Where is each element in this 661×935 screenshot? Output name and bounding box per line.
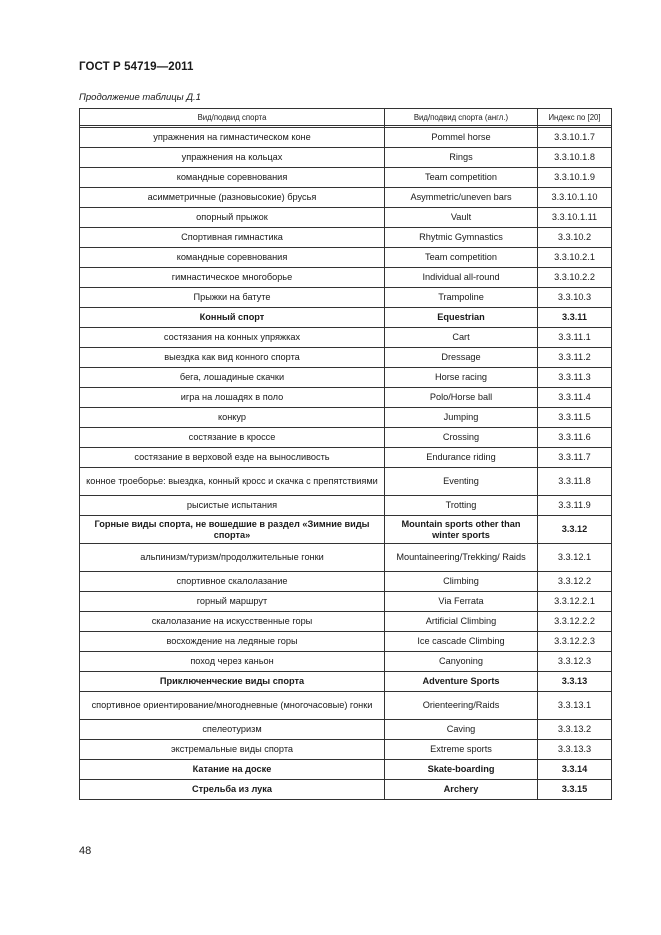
- cell-sport-ru: командные соревнования: [80, 168, 385, 188]
- cell-index: 3.3.15: [538, 780, 612, 800]
- cell-index: 3.3.12: [538, 516, 612, 544]
- cell-index: 3.3.12.1: [538, 544, 612, 572]
- cell-index: 3.3.13: [538, 672, 612, 692]
- cell-sport-en: Caving: [385, 720, 538, 740]
- cell-index: 3.3.11.8: [538, 468, 612, 496]
- cell-sport-en: Equestrian: [385, 308, 538, 328]
- table-row: [80, 544, 612, 572]
- cell-sport-en: Vault: [385, 208, 538, 228]
- table-row: [80, 468, 612, 496]
- cell-sport-en: Trampoline: [385, 288, 538, 308]
- cell-index: 3.3.10.2.1: [538, 248, 612, 268]
- cell-sport-en: Extreme sports: [385, 740, 538, 760]
- cell-index: 3.3.12.2.3: [538, 632, 612, 652]
- table-row: [80, 780, 612, 800]
- table-row: [80, 128, 612, 148]
- cell-sport-en: Archery: [385, 780, 538, 800]
- table-continuation-caption: Продолжение таблицы Д.1: [79, 92, 201, 103]
- table-row: [80, 188, 612, 208]
- table-row: [80, 288, 612, 308]
- cell-index: 3.3.10.1.8: [538, 148, 612, 168]
- cell-index: 3.3.11.9: [538, 496, 612, 516]
- cell-sport-en: Artificial Climbing: [385, 612, 538, 632]
- cell-index: 3.3.10.1.9: [538, 168, 612, 188]
- cell-sport-ru: гимнастическое многоборье: [80, 268, 385, 288]
- cell-sport-en: Mountaineering/Trekking/ Raids: [385, 544, 538, 572]
- cell-sport-ru: состязание в верховой езде на выносливость: [80, 448, 385, 468]
- cell-sport-en: Individual all-round: [385, 268, 538, 288]
- cell-index: 3.3.13.1: [538, 692, 612, 720]
- cell-index: 3.3.12.3: [538, 652, 612, 672]
- cell-sport-ru: горный маршрут: [80, 592, 385, 612]
- cell-sport-en: Horse racing: [385, 368, 538, 388]
- cell-sport-en: Jumping: [385, 408, 538, 428]
- cell-index: 3.3.10.1.10: [538, 188, 612, 208]
- cell-sport-ru: Катание на доске: [80, 760, 385, 780]
- table-row: [80, 592, 612, 612]
- header-index: Индекс по [20]: [538, 109, 612, 126]
- cell-sport-ru: асимметричные (разновысокие) брусья: [80, 188, 385, 208]
- cell-sport-ru: конное троеборье: выездка, конный кросс и скачка с препятствиями: [80, 468, 385, 496]
- cell-index: 3.3.11.1: [538, 328, 612, 348]
- cell-sport-ru: игра на лошадях в поло: [80, 388, 385, 408]
- table-row: [80, 448, 612, 468]
- table-row: [80, 208, 612, 228]
- cell-sport-en: Orienteering/Raids: [385, 692, 538, 720]
- cell-sport-ru: конкур: [80, 408, 385, 428]
- table-row: [80, 496, 612, 516]
- cell-index: 3.3.11.5: [538, 408, 612, 428]
- document-title: ГОСТ Р 54719—2011: [79, 61, 194, 73]
- table-row: [80, 672, 612, 692]
- cell-sport-ru: бега, лошадиные скачки: [80, 368, 385, 388]
- cell-index: 3.3.10.2.2: [538, 268, 612, 288]
- cell-sport-en: Rings: [385, 148, 538, 168]
- table-row: [80, 228, 612, 248]
- cell-sport-en: Via Ferrata: [385, 592, 538, 612]
- table-header-row: [80, 109, 612, 126]
- cell-sport-ru: спелеотуризм: [80, 720, 385, 740]
- cell-index: 3.3.12.2: [538, 572, 612, 592]
- table-row: [80, 168, 612, 188]
- table-row: [80, 248, 612, 268]
- cell-index: 3.3.12.2.2: [538, 612, 612, 632]
- cell-sport-en: Endurance riding: [385, 448, 538, 468]
- cell-sport-ru: рысистые испытания: [80, 496, 385, 516]
- table-row: [80, 572, 612, 592]
- cell-index: 3.3.11.6: [538, 428, 612, 448]
- table-row: [80, 740, 612, 760]
- table-row: [80, 428, 612, 448]
- cell-sport-en: Rhytmic Gymnastics: [385, 228, 538, 248]
- cell-index: 3.3.10.1.7: [538, 128, 612, 148]
- cell-sport-ru: упражнения на кольцах: [80, 148, 385, 168]
- cell-sport-ru: Стрельба из лука: [80, 780, 385, 800]
- cell-sport-ru: опорный прыжок: [80, 208, 385, 228]
- cell-sport-en: Ice cascade Climbing: [385, 632, 538, 652]
- cell-index: 3.3.12.2.1: [538, 592, 612, 612]
- cell-index: 3.3.13.3: [538, 740, 612, 760]
- table-row: [80, 308, 612, 328]
- table-body: [80, 126, 612, 800]
- cell-sport-en: Polo/Horse ball: [385, 388, 538, 408]
- table-row: [80, 652, 612, 672]
- header-sport-ru: Вид/подвид спорта: [80, 109, 385, 126]
- cell-sport-ru: упражнения на гимнастическом коне: [80, 128, 385, 148]
- cell-index: 3.3.10.1.11: [538, 208, 612, 228]
- cell-index: 3.3.10.2: [538, 228, 612, 248]
- cell-sport-ru: спортивное скалолазание: [80, 572, 385, 592]
- table-row: [80, 148, 612, 168]
- cell-sport-ru: Конный спорт: [80, 308, 385, 328]
- cell-index: 3.3.14: [538, 760, 612, 780]
- table-row: [80, 388, 612, 408]
- cell-sport-ru: Горные виды спорта, не вошедшие в раздел «Зимние виды спорта»: [80, 516, 385, 544]
- cell-sport-en: Skate-boarding: [385, 760, 538, 780]
- cell-index: 3.3.11.7: [538, 448, 612, 468]
- cell-index: 3.3.11: [538, 308, 612, 328]
- cell-sport-ru: состязания на конных упряжках: [80, 328, 385, 348]
- cell-sport-ru: восхождение на ледяные горы: [80, 632, 385, 652]
- table-row: [80, 368, 612, 388]
- cell-sport-ru: поход через каньон: [80, 652, 385, 672]
- cell-sport-ru: выездка как вид конного спорта: [80, 348, 385, 368]
- table-row: [80, 720, 612, 740]
- cell-sport-ru: спортивное ориентирование/многодневные (многочасовые) гонки: [80, 692, 385, 720]
- header-sport-en: Вид/подвид спорта (англ.): [385, 109, 538, 126]
- cell-index: 3.3.11.4: [538, 388, 612, 408]
- cell-sport-ru: Спортивная гимнастика: [80, 228, 385, 248]
- cell-sport-en: Canyoning: [385, 652, 538, 672]
- cell-sport-en: Dressage: [385, 348, 538, 368]
- cell-sport-ru: состязание в кроссе: [80, 428, 385, 448]
- cell-sport-ru: Приключенческие виды спорта: [80, 672, 385, 692]
- table-row: [80, 328, 612, 348]
- cell-sport-ru: альпинизм/туризм/продолжительные гонки: [80, 544, 385, 572]
- cell-sport-ru: командные соревнования: [80, 248, 385, 268]
- cell-sport-en: Trotting: [385, 496, 538, 516]
- cell-sport-en: Crossing: [385, 428, 538, 448]
- cell-sport-ru: экстремальные виды спорта: [80, 740, 385, 760]
- table-row: [80, 516, 612, 544]
- cell-index: 3.3.11.2: [538, 348, 612, 368]
- table-row: [80, 612, 612, 632]
- sports-classification-table: [79, 108, 612, 800]
- table-row: [80, 348, 612, 368]
- cell-sport-en: Pommel horse: [385, 128, 538, 148]
- cell-sport-ru: Прыжки на батуте: [80, 288, 385, 308]
- page-number: 48: [79, 845, 92, 857]
- cell-index: 3.3.13.2: [538, 720, 612, 740]
- cell-index: 3.3.11.3: [538, 368, 612, 388]
- cell-sport-ru: скалолазание на искусственные горы: [80, 612, 385, 632]
- table-row: [80, 268, 612, 288]
- table-row: [80, 692, 612, 720]
- table-row: [80, 760, 612, 780]
- cell-sport-en: Adventure Sports: [385, 672, 538, 692]
- cell-sport-en: Asymmetric/uneven bars: [385, 188, 538, 208]
- table-row: [80, 408, 612, 428]
- cell-sport-en: Mountain sports other than winter sports: [385, 516, 538, 544]
- cell-sport-en: Cart: [385, 328, 538, 348]
- cell-sport-en: Climbing: [385, 572, 538, 592]
- cell-sport-en: Team competition: [385, 168, 538, 188]
- table-row: [80, 632, 612, 652]
- cell-index: 3.3.10.3: [538, 288, 612, 308]
- cell-sport-en: Eventing: [385, 468, 538, 496]
- cell-sport-en: Team competition: [385, 248, 538, 268]
